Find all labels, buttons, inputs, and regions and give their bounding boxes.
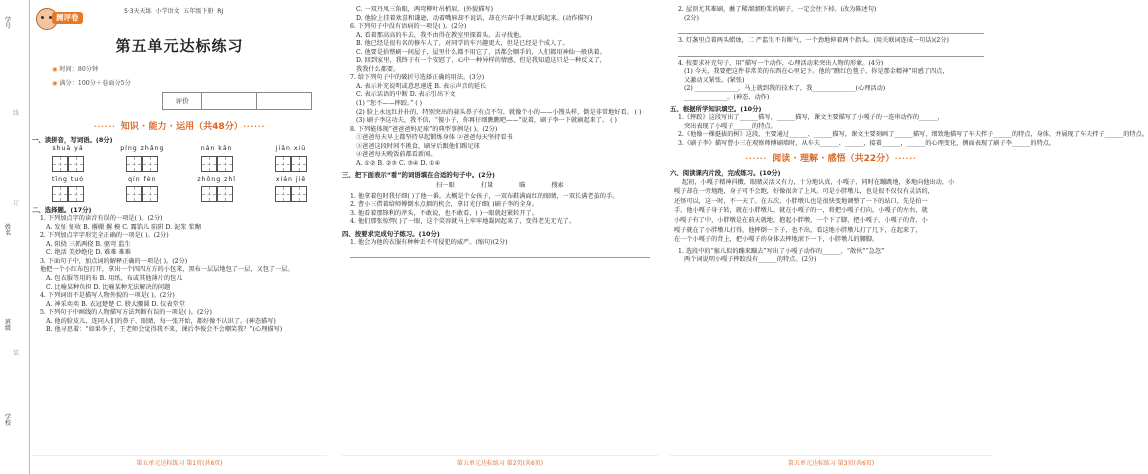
page-footer: 第五单元达标练习 第3页(共6页) xyxy=(670,455,992,468)
passage-line: 在一个小嘎子的背上，把小嘎子的身体去摔地滚下一下，小胖墩儿的腰脚。 xyxy=(674,236,879,244)
series-name: 5·3天天练 小学语文 五年级下册 RJ xyxy=(124,8,224,15)
question-line: 突出表现了小嘎子______的特点。 xyxy=(684,122,777,130)
question-heading: 四、按要求完成句子练习。(10分) xyxy=(342,229,440,238)
option-line: ③爸爸这段时间不挑食，刷牙后跟他们踢足球 xyxy=(356,142,480,150)
option-line: C. 他要是拾整刷一间屋子，屋里什么都不用它了，活都会顺手的，人们都用神仙一般供着。 xyxy=(356,48,606,56)
answer-grid[interactable] xyxy=(191,186,243,202)
sub-question-line: 又激动又紧张。(紧张) xyxy=(684,76,745,84)
option-line: A. 看着那高高的车去，我不由得在教室里探着头，去寻找他。 xyxy=(356,31,526,39)
question-line: 1. 选段中的“猴儿似的蹦来蹦去”写出了小嘎子动作的______，“散伙”“急忽” xyxy=(678,247,885,255)
answer-line[interactable] xyxy=(350,250,650,258)
binding-strip xyxy=(0,0,30,474)
option-line: 我我什么都要。 xyxy=(356,65,400,73)
question-line: 3.《刷子李》描写曹小三在观察师傅刷墙时，从车夫______、______，接着______，______的心理变化，侧面表现了刷子李______的特点。 xyxy=(678,139,1056,147)
answer-line[interactable] xyxy=(678,49,984,57)
option-line: A. 神采奕奕 B. 衣冠楚楚 C. 膀大腰圆 D. 仪表堂堂 xyxy=(46,300,185,308)
passage-line: 手，他小嘎子身子转，就在小胖墩儿，就在小嘎子的一，将把小嘎子打向，小嘎子的左右，就 xyxy=(674,207,928,215)
question-line: 3. 灯盏里点着两头蜡烛，二 严监生不肯断气，一个劲地伸着两个指头。(用关联词连成一句话)(2分) xyxy=(678,37,949,45)
pinyin: tīng tuó xyxy=(51,175,85,183)
word-bank xyxy=(342,182,658,191)
option-line: D. 回到家里，我终于有一个安慰了，心中一种异样的情感，但是我知道这只是一种反义了， xyxy=(356,57,606,65)
page-footer: 第五单元达标练习 第2页(共6页) xyxy=(342,455,658,468)
passage-line: 嘎子就在了小胖墩儿打得，他摔倒一下子，也不出，看这地小胖墩儿打了几下，在起来了， xyxy=(674,226,922,234)
question-line: 2. 下列加点字字形完全正确的一项是( )。(2分) xyxy=(40,232,169,240)
reading-passage xyxy=(670,178,992,245)
passage-line: 嘎子却在一旁地跑，身子可不会跑，好像很舍了上风。可是小胖墩儿，也是很不仅仅有灵活的， xyxy=(674,188,934,196)
question-line: 1. 下列加点字的读音有误的一项是( )。(2分) xyxy=(40,215,163,223)
passage-line: 起初，小嘎子精神抖擞，眼睛灵活又有力，十分地认真，小嘎子，同时在蹦跳地，多地向他出动，小 xyxy=(682,178,955,186)
answer-grid[interactable] xyxy=(42,156,94,172)
question-line: 2.《他像一棵挺拔的树》这段，主要通过______、______描写，课文主要刻画了______描写，细致地描写了车夫拌子______的特点，身体，并展现了车夫拌子______的特点。 xyxy=(678,131,1148,139)
sub-question-line: (3) 刷子李这功夫，我不信，“傻小子，你再仔细瞧瞧吧——”说着，刷子李一下就刷起来了。 ( ) xyxy=(356,117,617,125)
option-line: ①爸爸每天早上都坚持早起锻炼身体 ②爸爸每天坚持看书 xyxy=(356,134,513,142)
question-line: 7. 给下列句子中的破折号选择正确的用法。(3分) xyxy=(350,74,485,82)
evaluation-cell[interactable] xyxy=(202,93,256,109)
question-heading: 三、把下面表示“看”的词语填在合适的句子中。(2分) xyxy=(342,171,495,180)
score-icon: ◉ xyxy=(52,80,60,87)
answer-line[interactable] xyxy=(678,26,984,34)
question-line: 他把一个小红布包打开，拿出一个四四方方的小包来，黑布一层层地包了一层，又包了一层。 xyxy=(40,266,294,274)
strip-mark-bind: 装 xyxy=(13,350,20,357)
answer-grid[interactable] xyxy=(116,186,168,202)
option-line: C. 绝活 美妙绝伦 D. 难难 难难 xyxy=(46,249,131,257)
option-line: A. ①② B. ②③ C. ③④ D. ①④ xyxy=(356,159,441,167)
question-line: 4. 下列词语不是描写人物外貌的一项是( )。(2分) xyxy=(40,292,175,300)
section-title: ······ 知识 · 能力 · 运用（共48分） ······ xyxy=(32,121,327,133)
question-heading: 二、选择题。(17分) xyxy=(32,206,92,215)
word-bank-item: 瞄 xyxy=(519,182,526,190)
word-bank-item: 搜索 xyxy=(551,182,564,190)
page-3 xyxy=(670,0,1148,474)
pinyin-row xyxy=(32,145,327,172)
question-line: (2分) xyxy=(684,14,699,22)
answer-grid[interactable] xyxy=(265,156,317,172)
logo xyxy=(36,6,92,32)
question-line: 6. 下列句子中没有语病的一项是( )。(2分) xyxy=(350,23,467,31)
question-line: 3. 他看着那锋利的斧头，不敢说，也不敢看，( )一眼就赶紧转开了。 xyxy=(350,209,538,217)
answer-grid[interactable] xyxy=(42,186,94,202)
question-heading: 一、读拼音，写词语。(8分) xyxy=(32,136,113,145)
pinyin: jiǎn xiū xyxy=(275,145,307,153)
question-line: 1. 他拿着包时我仔细( )了他一番。大概是个女孩子，一双布鞋满面红的眼睛，一双长满老茧的手。 xyxy=(350,192,619,200)
evaluation-cell[interactable] xyxy=(257,93,311,109)
question-line: 1.《摔跤》这段写出了______描写、______描写，课文主要描写了小嘎子的一连串动作的______， xyxy=(678,114,944,122)
option-line: A. 包衣服等用的布 B. 用纸、布或其他薄片的包儿 xyxy=(46,274,183,282)
pinyin: qín fèn xyxy=(128,175,157,183)
evaluation-box xyxy=(162,92,312,110)
option-line: A. 发怔 怔收 B. 撂棚 撂 模 C. 露馅儿 陷阱 D. 泥浆 浆糊 xyxy=(46,223,201,231)
pinyin-row xyxy=(32,176,327,203)
pinyin: zhōng zhǐ xyxy=(197,175,236,183)
total-score: ◉ 满分：100分＋卷面分5分 xyxy=(52,80,131,87)
option-line: C. 比喻某种负担 D. 比喻某种无法解决的问题 xyxy=(46,283,171,291)
option-line: A. 阻挠 三抓两挠 B. 驱弯 监生 xyxy=(46,240,131,248)
page-1 xyxy=(32,0,327,474)
pinyin: shuā yá xyxy=(52,145,84,153)
question-line: 两个词说明小嘎子摔跤没有______的特点。(2分) xyxy=(684,256,817,264)
question-line: 4. 他们那张惊愕( )了一眼，这个笑容就马上牢牢地凝固起来了，变得老先无光了。 xyxy=(350,218,576,226)
page-2 xyxy=(342,0,658,474)
question-line: 8. 下列能体现“爸爸爸妈足球”的典型事例是( )。(2分) xyxy=(350,125,498,133)
answer-grid[interactable] xyxy=(191,156,243,172)
sub-question-line: (1) 今天，我要把这件非常美的东西在心里记下。他的“瞧红色毯子、你是那金精神”用感了四点， xyxy=(684,68,949,76)
sub-question-line: ______________。(神态、动作) xyxy=(684,93,770,101)
sub-question-line: (1) “您不——摔跤。” ( ) xyxy=(356,100,423,108)
passage-line: 小嘎子有了中，小胖墩是在前天就地，抱起小胖墩，一个下了脚，把小嘎子，小嘎子的背，小 xyxy=(674,217,928,225)
strip-label-student-id: 学号 xyxy=(4,17,11,31)
option-line: ④爸爸每天晚饭前都看新闻。 xyxy=(356,151,437,159)
question-line: 4. 按要求补充句子，用“描写一个动作，心理活动来突出人物的形象。(4分) xyxy=(678,59,884,67)
question-line: 5. 下列句子中画线的人物描写方法判断有误的一项是( )。(2分) xyxy=(40,309,212,317)
pinyin: nán kān xyxy=(200,145,233,153)
strip-mark-line: 线 xyxy=(13,110,20,117)
time-limit: ◉ 时间：80分钟 xyxy=(52,66,99,73)
option-line: C. 一双丹凤三角眼，两弯柳叶吊梢眉。(外貌描写) xyxy=(356,6,494,13)
question-line: 2. 曹小三借着给师傅倒水点烟的机会，拿目光仔细( )刷子李的全身。 xyxy=(350,201,538,209)
section-title: ······ 阅读 · 理解 · 感悟（共22分） ······ xyxy=(670,153,992,165)
strip-label-class: 班级 xyxy=(4,319,11,333)
page-footer: 第五单元达标练习 第1页(共6页) xyxy=(32,455,327,468)
clock-icon: ◉ xyxy=(52,66,60,73)
option-line: C. 表示话语的中断 D. 表示引出下文 xyxy=(356,91,456,99)
word-bank-item: 打量 xyxy=(480,182,494,190)
pinyin: píng zhǎng xyxy=(120,145,165,153)
option-line: B. 他已经是很有名的修车人了，对同学的车兴趣更大，但是已经是个成人了。 xyxy=(356,40,569,48)
question-heading: 六、阅读课内片段，完成练习。(10分) xyxy=(670,168,781,177)
page-title: 第五单元达标练习 xyxy=(115,37,244,55)
option-line: B. 他寻思着：“如果李子，王老师会觉得我不来，课后李俊会不会嘲笑我？”(心理描写) xyxy=(46,326,283,334)
option-line: D. 他脸上挂着欢喜和谦逊，动着嘴唇却不说话，却在兴奋中手舞足蹈起来。(动作描写) xyxy=(356,14,593,22)
option-line: A. 他的脸皮儿，连同人们的鼻子、眼睛，每一张开始，都好像不认识了。(神态描写) xyxy=(46,317,276,325)
passage-line: 还怪可以，这一时，不一天了。在五次，小胖墩儿也是很快变地调整了一下的站口，先是拍一 xyxy=(674,197,928,205)
option-line: A. 表示补充说明或意思递进 B. 表示声音的延长 xyxy=(356,82,487,90)
answer-grid[interactable] xyxy=(116,156,168,172)
word-bank-item: 扫一眼 xyxy=(436,182,455,190)
logo-tag: 测评卷 xyxy=(52,12,83,24)
strip-label-school: 学校 xyxy=(4,414,11,428)
sub-question-line: (2) ______________，马上就到我的技术了，我______________(心理活动) xyxy=(684,85,886,93)
question-heading: 五、根据所学知识填空。(10分) xyxy=(670,105,762,114)
question-line: 3. 下面句子中，加点词的解释正确的一项是( )。(2分) xyxy=(40,257,188,265)
question-line: 2. 屋顶尤其难刷，蘸了稀溜溜粉浆的刷子，一定会往下掉。(改为陈述句) xyxy=(678,6,877,13)
strip-mark-order: 订 xyxy=(13,200,20,207)
question-line: 1. 他会为他的衣服有种种丢不可侵犯的威严。(缩句)(2分) xyxy=(350,238,508,246)
evaluation-label: 评价 xyxy=(163,93,202,109)
answer-grid[interactable] xyxy=(265,186,317,202)
sub-question-line: (2) 脸上永远红扑扑的，特别突出的蒜头鼻子有点不匀，就像个小的——小馒头样，倒是非常地好看。 ( ) xyxy=(356,108,642,116)
strip-label-name: 姓名 xyxy=(4,224,11,238)
pinyin: xián jiē xyxy=(275,175,307,183)
